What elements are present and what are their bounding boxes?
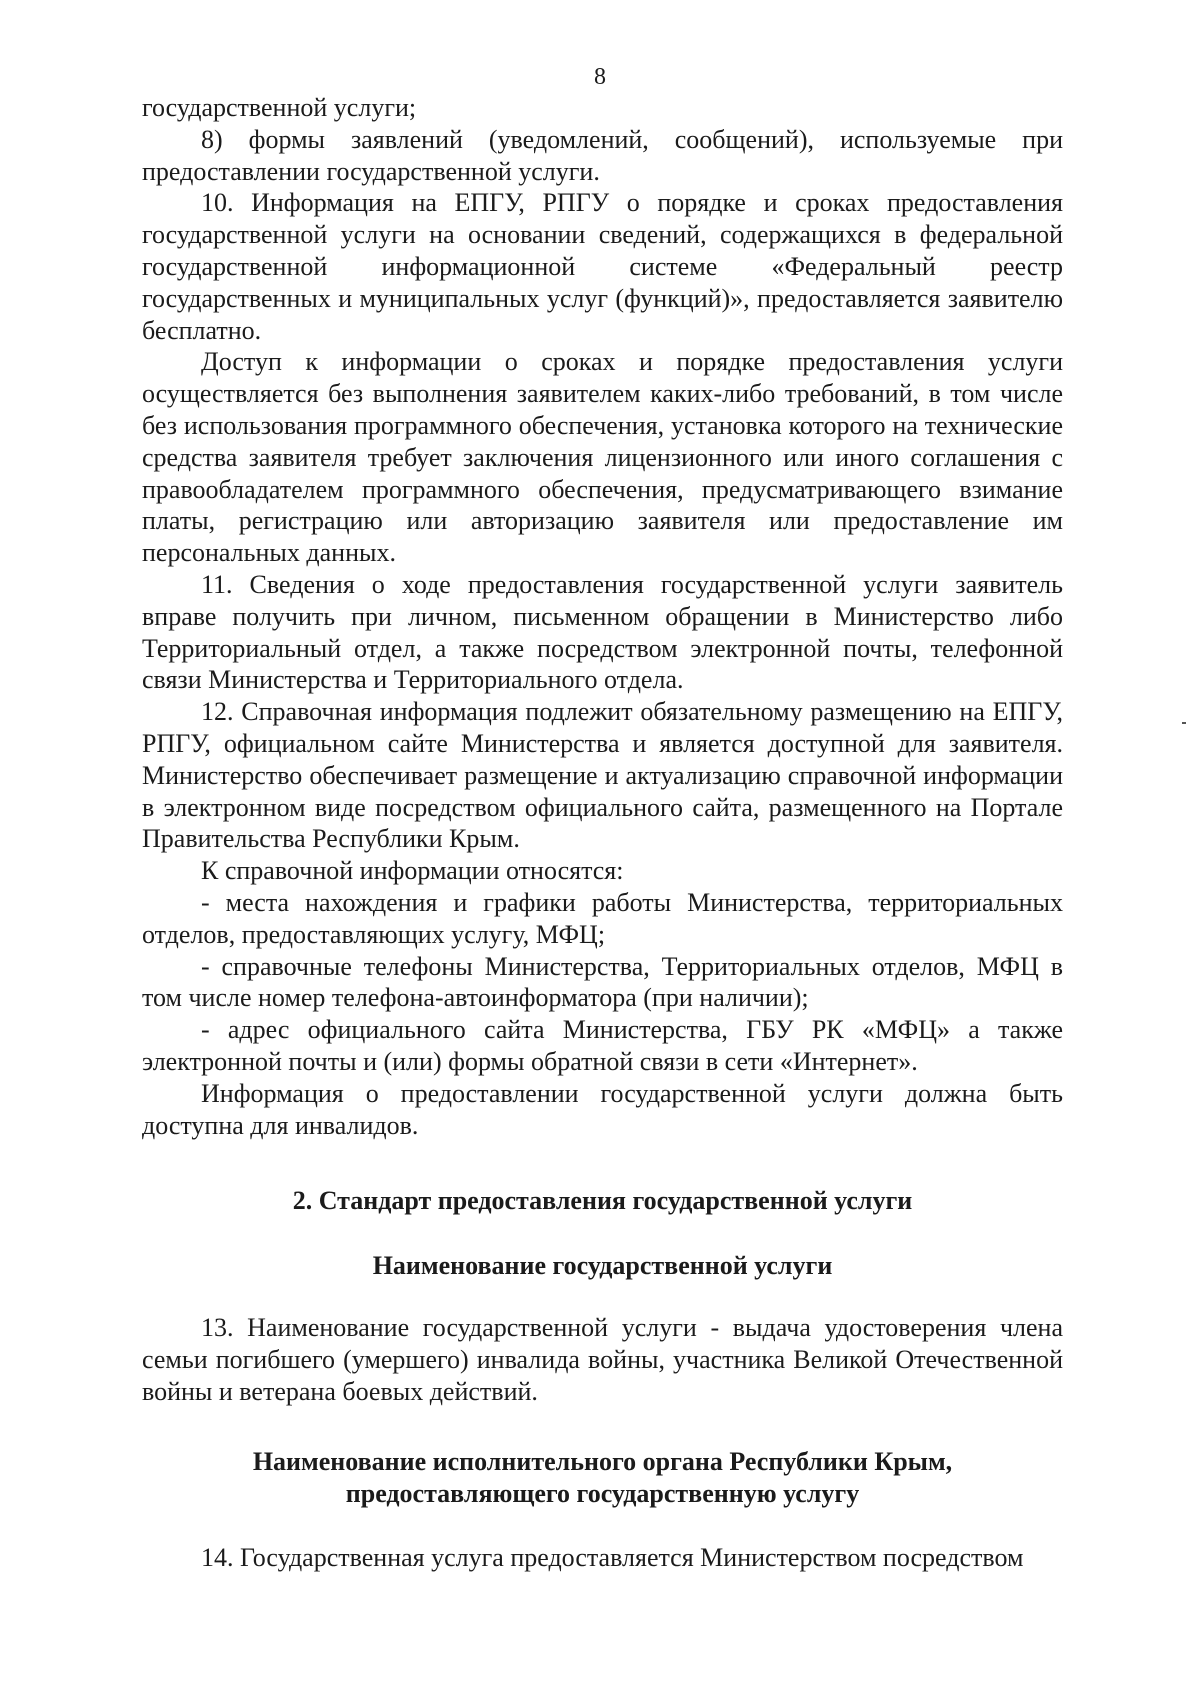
paragraph-dash3: - адрес официального сайта Министерства, ГБУ РК «МФЦ» а также электронной почты и (или) формы обратной связи в сети «Интернет». [142,1015,1063,1076]
paragraph-cont: государственной услуги; [142,93,417,122]
paragraph-13: 13. Наименование государственной услуги - выдача удостоверения члена семьи погибшего (умершего) инвалида войны, участника Великой Отечественной войны и ветерана боевых действий. [142,1313,1063,1406]
paragraph-12: 12. Справочная информация подлежит обязательному размещению на ЕПГУ, РПГУ, официальном сайте Министерства и является доступной для заявителя. Министерство обеспечивает размещение и актуализацию справочной информации в электронном виде посредством официального сайта, размещенного на Портале Правительства Республики Крым. [142,697,1063,854]
section-heading: 2. Стандарт предоставления государственной услуги [292,1186,913,1216]
page-number: 8 [594,64,606,90]
paragraph-access: Доступ к информации о сроках и порядке предоставления услуги осуществляется без выполнения заявителем каких-либо требований, в том числе без использования программного обеспечения, установка которого на технические средства заявителя требует заключения лицензионного или иного соглашения с правообладателем программного обеспечения, предусматривающего взимание платы, регистрацию или авторизацию заявителя или предоставление им персональных данных. [142,347,1063,568]
subheading-service-name: Наименование государственной услуги [372,1251,833,1281]
top-paragraphs [142,92,1063,1141]
paragraph-dash1: - места нахождения и графики работы Министерства, территориальных отделов, предоставляющих услугу, МФЦ; [142,887,1063,949]
paragraph-disabled: Информация о предоставлении государственной услуги должна быть доступна для инвалидов. [142,1078,1063,1140]
paragraph-dash2: - справочные телефоны Министерства, Территориальных отделов, МФЦ в том числе номер телефона-автоинформатора (при наличии); [142,951,1063,1013]
document-body [142,92,1063,1573]
subheading-executive-body-line2: предоставляющего государственную услугу [345,1478,860,1508]
subheading-executive-body-line1: Наименование исполнительного органа Республики Крым, [252,1446,953,1476]
paragraph-ref: К справочной информации относятся: [201,856,624,886]
paragraph-11: 11. Сведения о ходе предоставления государственной услуги заявитель вправе получить при личном, письменном обращении в Министерство либо Территориальный отдел, а также посредством электронной почты, телефонной связи Министерства и Территориального отдела. [142,569,1063,695]
paragraph-14: 14. Государственная услуга предоставляется Министерством посредством [201,1542,1024,1572]
paragraph-item8: 8) формы заявлений (уведомлений, сообщений), используемые при предоставлении государственной услуги. [142,124,1063,186]
scan-edge-mark [1182,722,1186,724]
paragraph-10: 10. Информация на ЕПГУ, РПГУ о порядке и сроках предоставления государственной услуги на основании сведений, содержащихся в федеральной государственной информационной системе «Федеральный реестр государственных и муниципальных услуг (функций)», предоставляется заявителю бесплатно. [142,188,1063,345]
subheading-executive-body [142,1446,1063,1510]
